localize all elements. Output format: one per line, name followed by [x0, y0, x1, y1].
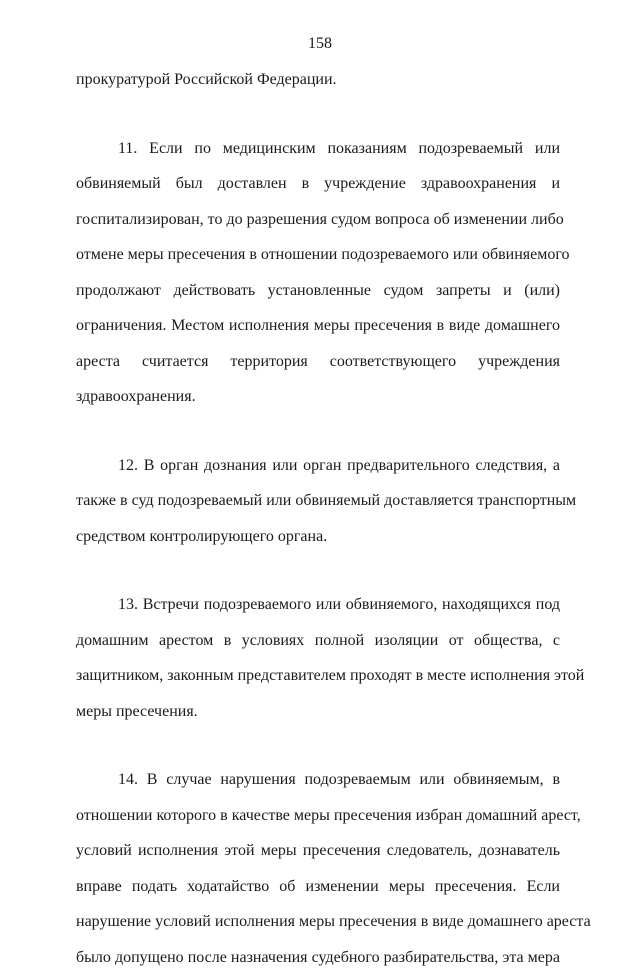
text-line: здравоохранения.	[76, 379, 560, 415]
paragraph-continuation	[76, 62, 560, 98]
paragraph-11	[76, 131, 560, 415]
text-line: защитником, законным представителем проходят в месте исполнения этой	[76, 658, 560, 694]
text-line: было допущено после назначения судебного разбирательства, эта мера	[76, 940, 560, 975]
text-line: 12. В орган дознания или орган предварительного следствия, а	[76, 448, 560, 484]
text-line: 13. Встречи подозреваемого или обвиняемого, находящихся под	[76, 587, 560, 623]
text-line: ареста считается территория соответствующего учреждения	[76, 344, 560, 380]
text-line: нарушение условий исполнения меры пресечения в виде домашнего ареста	[76, 904, 560, 940]
text-line: условий исполнения этой меры пресечения следователь, дознаватель	[76, 833, 560, 869]
text-line: госпитализирован, то до разрешения судом вопроса об изменении либо	[76, 202, 560, 238]
paragraph-13	[76, 587, 560, 729]
text-line: средством контролирующего органа.	[76, 519, 560, 555]
text-line: ограничения. Местом исполнения меры пресечения в виде домашнего	[76, 308, 560, 344]
text-line: 14. В случае нарушения подозреваемым или обвиняемым, в	[76, 762, 560, 798]
text-line: прокуратурой Российской Федерации.	[76, 62, 560, 98]
document-body	[76, 62, 560, 975]
text-line: меры пресечения.	[76, 694, 560, 730]
page-number: 158	[0, 34, 640, 54]
paragraph-12	[76, 448, 560, 555]
text-line: вправе подать ходатайство об изменении меры пресечения. Если	[76, 869, 560, 905]
text-line: 11. Если по медицинским показаниям подозреваемый или	[76, 131, 560, 167]
paragraph-14	[76, 762, 560, 975]
text-line: отмене меры пресечения в отношении подозреваемого или обвиняемого	[76, 237, 560, 273]
text-line: обвиняемый был доставлен в учреждение здравоохранения и	[76, 166, 560, 202]
text-line: продолжают действовать установленные судом запреты и (или)	[76, 273, 560, 309]
text-line: отношении которого в качестве меры пресечения избран домашний арест,	[76, 798, 560, 834]
text-line: также в суд подозреваемый или обвиняемый доставляется транспортным	[76, 483, 560, 519]
text-line: домашним арестом в условиях полной изоляции от общества, с	[76, 623, 560, 659]
